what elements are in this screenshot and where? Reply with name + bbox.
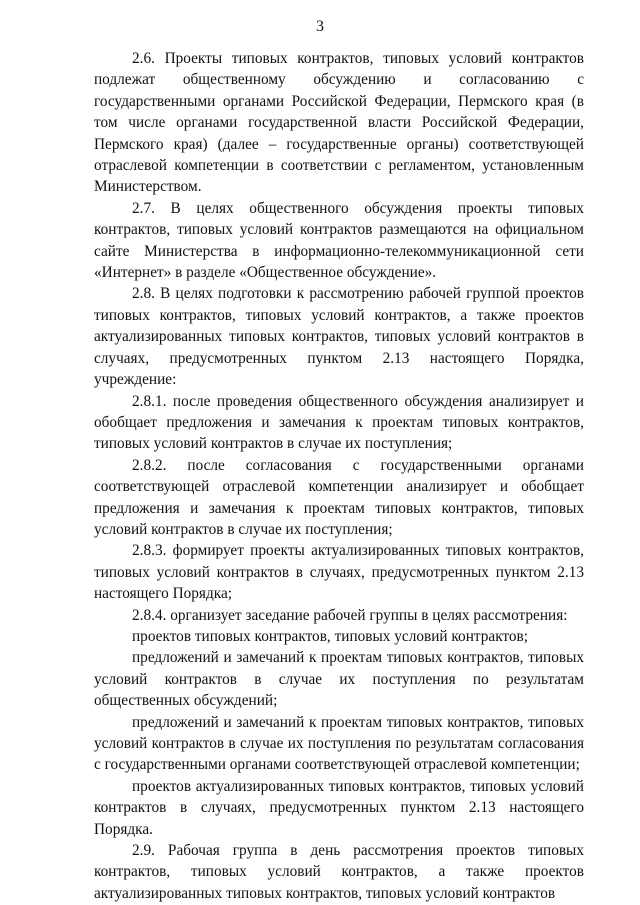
paragraph-2-8-1: 2.8.1. после проведения общественного обсуждения анализирует и обобщает предложения и замечания к проектам типовых контрактов, типовых условий контрактов в случае их поступления;: [94, 392, 584, 453]
paragraph-2-9: 2.9. Рабочая группа в день рассмотрения проектов типовых контрактов, типовых условий контрактов, а также проектов актуализированных типовых контрактов, типовых условий контрактов: [94, 842, 584, 902]
paragraph-2-8-2: 2.8.2. после согласования с государственными органами соответствующей отраслевой компетенции анализирует и обобщает предложения и замечания к проектам типовых контрактов, типовых условий контрактов в случае их поступления;: [94, 456, 584, 538]
paragraph-2-8-3: 2.8.3. формирует проекты актуализированных типовых контрактов, типовых условий контрактов в случаях, предусмотренных пунктом 2.13 настоящего Порядка;: [94, 542, 584, 603]
paragraph-2-6: 2.6. Проекты типовых контрактов, типовых условий контрактов подлежат общественному обсуждению и согласованию с государственными органами Российской Федерации, Пермского края (в том числе органами государственной власти Российской Федерации, Пермского края) (далее – государственные органы) соответствующей отраслевой компетенции в соответствии с регламентом, установленным Министерством.: [94, 50, 584, 196]
list-item-updated-drafts: проектов актуализированных типовых контрактов, типовых условий контрактов в случаях, предусмотренных пунктом 2.13 настоящего Порядка.: [94, 777, 584, 838]
paragraph-2-8: 2.8. В целях подготовки к рассмотрению рабочей группой проектов типовых контрактов, типовых условий контрактов, а также проектов актуализированных типовых контрактов, типовых условий контрактов в случаях, предусмотренных пунктом 2.13 настоящего Порядка, учреждение:: [94, 285, 584, 389]
document-body: [94, 48, 584, 904]
list-item-draft-contracts: проектов типовых контрактов, типовых условий контрактов;: [132, 627, 529, 645]
paragraph-2-7: 2.7. В целях общественного обсуждения проекты типовых контрактов, типовых условий контрактов размещаются на официальном сайте Министерства в информационно-телекоммуникационной сети «Интернет» в разделе «Общественное обсуждение».: [94, 199, 584, 282]
page-number: 3: [316, 18, 324, 35]
list-item-agency-approval-proposals: предложений и замечаний к проектам типовых контрактов, типовых условий контрактов в случае их поступления по результатам согласования с государственными органами соответствующей отраслевой компетенции;: [94, 713, 584, 774]
list-item-public-discussion-proposals: предложений и замечаний к проектам типовых контрактов, типовых условий контрактов в случае их поступления по результатам общественных обсуждений;: [94, 649, 584, 710]
paragraph-2-8-4: 2.8.4. организует заседание рабочей группы в целях рассмотрения:: [132, 606, 568, 624]
